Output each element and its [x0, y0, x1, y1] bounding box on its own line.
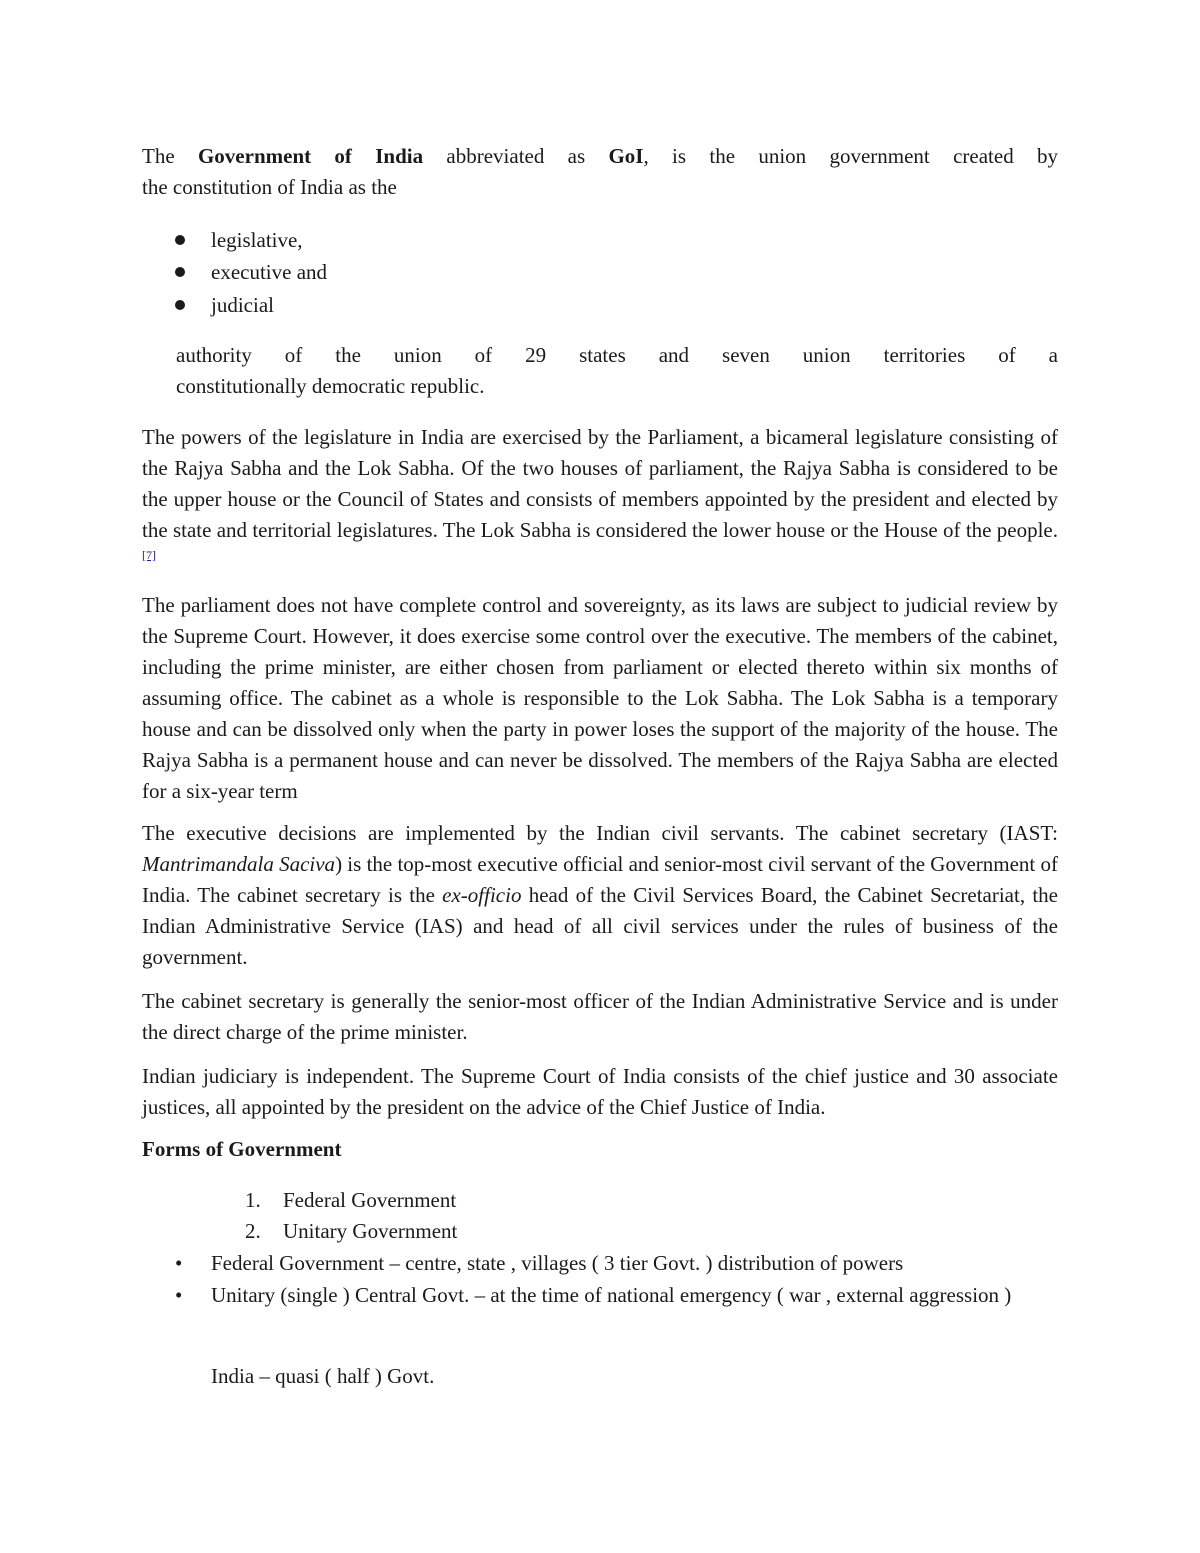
forms-heading: Forms of Government [142, 1137, 342, 1161]
list-item-text: Federal Government – centre, state , villages ( 3 tier Govt. ) distribution of powers [211, 1251, 904, 1275]
legislature-text: The powers of the legislature in India are exercised by the Parliament, a bicameral legislature consisting of the Rajya Sabha and the Lok Sabha. Of the two houses of parliament, the Rajya Sabha is considered to be the upper house or the Council of States and consists of members appointed by the president and elected by the state and territorial legislatures. The Lok Sabha is considered the lower house or the House of the people. [142, 425, 1058, 542]
conclusion-line: India – quasi ( half ) Govt. [211, 1364, 435, 1388]
citation-link[interactable]: [7] [142, 548, 156, 562]
intro-abbreviated: abbreviated as [446, 144, 586, 168]
list-item-text: Unitary (single ) Central Govt. – at the time of national emergency ( war , external aggression ) [211, 1283, 1012, 1307]
goi-abbr: GoI [608, 144, 644, 168]
numbered-item-label: Federal Government [283, 1188, 457, 1212]
list-item-text: executive and [211, 260, 328, 284]
numbered-item [245, 1185, 456, 1215]
intro-rest: , is the union government created by [643, 144, 1058, 168]
list-item-text: legislative, [211, 228, 303, 252]
bullet-dot-icon [175, 235, 185, 245]
intro-line-2: the constitution of India as the [142, 175, 397, 199]
authority-line-2: constitutionally democratic republic. [176, 374, 485, 398]
bullet-icon: • [175, 1283, 183, 1307]
list-item-text: judicial [211, 293, 274, 317]
number-marker: 1. [245, 1188, 261, 1212]
cabinet-paragraph: The cabinet secretary is generally the senior-most officer of the Indian Administrative Service and is under the direct charge of the prime minister. [142, 989, 1058, 1044]
goi-bold: Government of India [197, 144, 424, 168]
number-marker: 2. [245, 1219, 261, 1243]
bullet-dot-icon [175, 300, 185, 310]
numbered-item-label: Unitary Government [283, 1219, 458, 1243]
executive-text-1: The executive decisions are implemented by the Indian civil servants. The cabinet secretary (IAST: [142, 821, 1058, 845]
executive-text-3: head of the Civil Services Board, the Cabinet Secretariat, the Indian Administrative Service (IAS) and head of all civil services under the rules of business of the government. [142, 883, 1058, 969]
executive-paragraph [142, 818, 1058, 973]
parliament-paragraph: The parliament does not have complete control and sovereignty, as its laws are subject to judicial review by the Supreme Court. However, it does exercise some control over the executive. The members of the cabinet, including the prime minister, are either chosen from parliament or elected thereto within six months of assuming office. The cabinet as a whole is responsible to the Lok Sabha. The Lok Sabha is a temporary house and can be dissolved only when the party in power loses the support of the majority of the house. The Rajya Sabha is a permanent house and can never be dissolved. The members of the Rajya Sabha are elected for a six-year term [142, 593, 1058, 803]
ex-officio-term: ex-officio [442, 883, 522, 907]
intro-paragraph [142, 141, 1058, 203]
executive-text-2: ) is the top-most executive official and senior-most civil servant of the Government of India. The cabinet secretary is the [142, 852, 1058, 907]
authority-paragraph [176, 340, 1058, 402]
judiciary-paragraph: Indian judiciary is independent. The Supreme Court of India consists of the chief justice and 30 associate justices, all appointed by the president on the advice of the Chief Justice of India. [142, 1064, 1058, 1119]
legislature-paragraph [142, 422, 1058, 577]
intro-line-1 [142, 141, 1058, 172]
bullet-dot-icon [175, 267, 185, 277]
iast-term: Mantrimandala Saciva [142, 852, 336, 876]
numbered-item [245, 1216, 457, 1246]
bullet-icon: • [175, 1251, 183, 1275]
authority-line-1: authority of the union of 29 states and seven union territories of a [176, 343, 1058, 367]
intro-the: The [142, 144, 175, 168]
